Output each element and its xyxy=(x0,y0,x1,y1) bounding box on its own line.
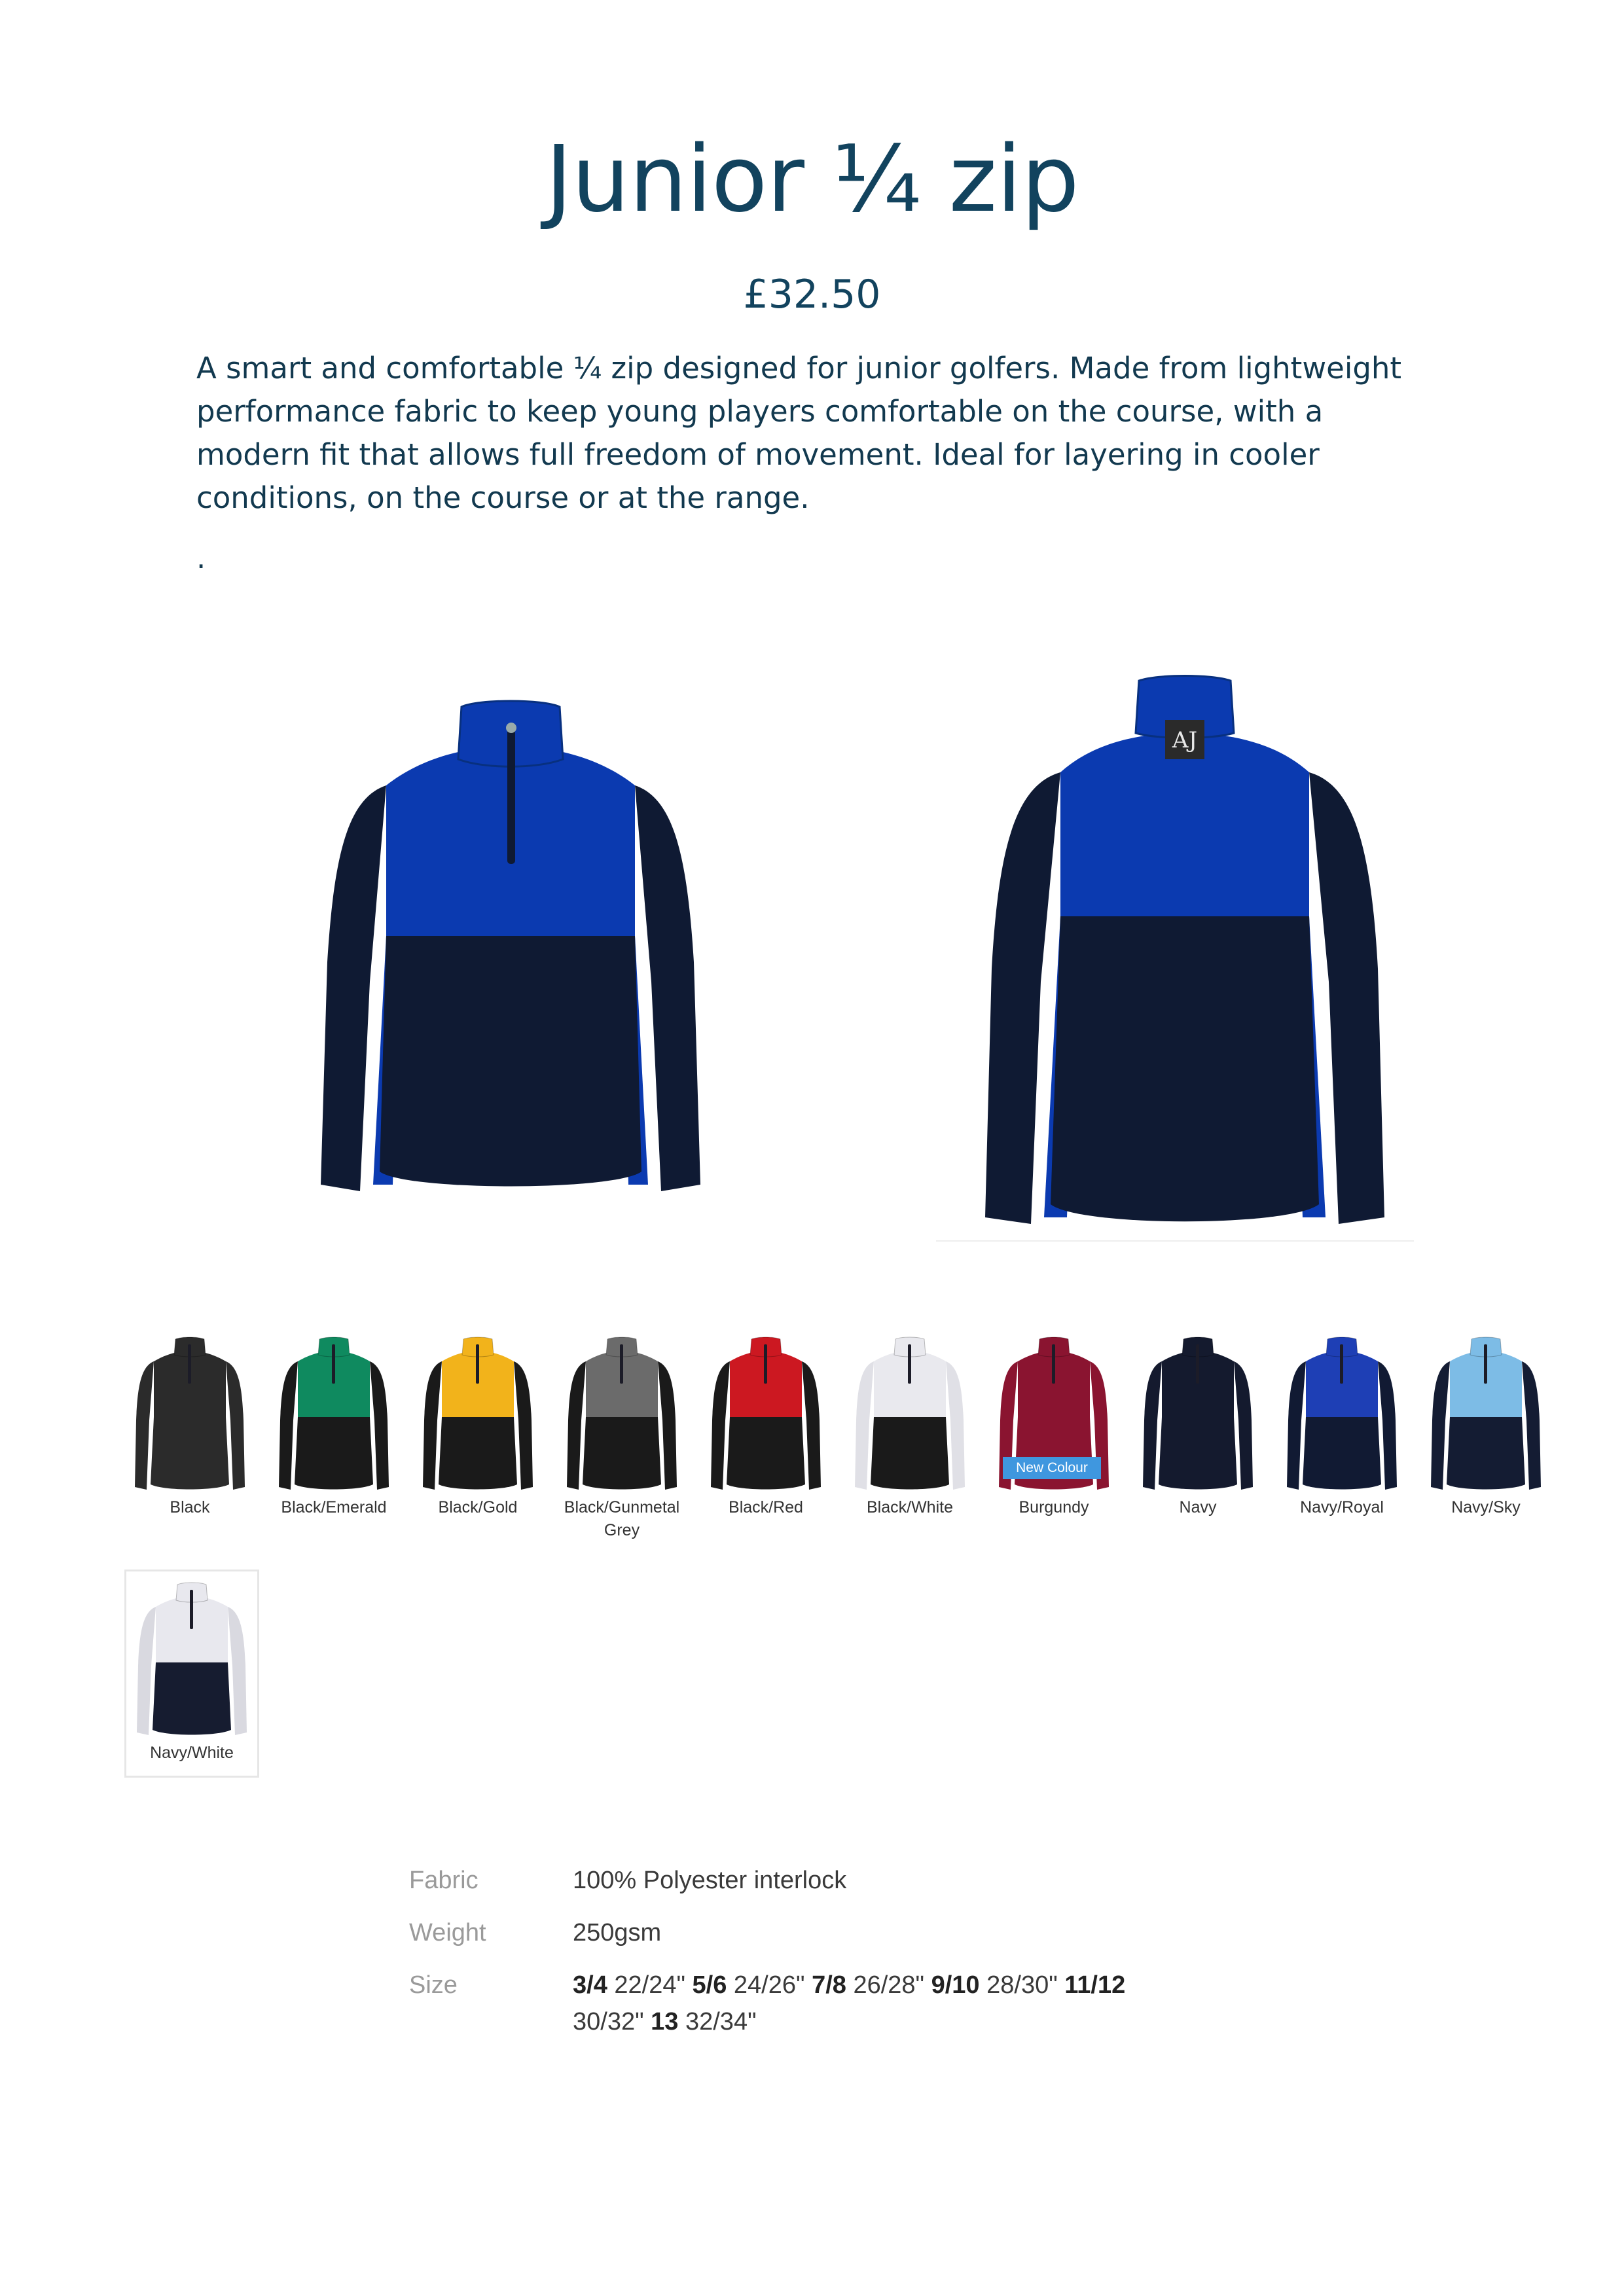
swatch-image xyxy=(988,1335,1119,1492)
size-code: 11/12 xyxy=(1064,1971,1126,1999)
size-label: Size xyxy=(409,1971,458,1999)
colour-swatch[interactable] xyxy=(556,1335,687,1542)
size-chest: 28/30" xyxy=(979,1971,1065,1999)
product-price: £32.50 xyxy=(743,272,881,317)
swatch-image xyxy=(556,1335,687,1492)
swatch-label: Navy/White xyxy=(150,1744,234,1762)
back-product-image xyxy=(962,674,1407,1244)
swatch-image xyxy=(124,1335,255,1492)
swatch-label: Navy/Royal xyxy=(1300,1498,1384,1516)
weight-value: 250gsm xyxy=(573,1919,662,1946)
product-title: Junior ¼ zip xyxy=(545,126,1079,233)
swatch-label: Black/Gold xyxy=(438,1498,518,1516)
fabric-value: 100% Polyester interlock xyxy=(573,1867,847,1894)
trailing-dot: . xyxy=(196,541,206,575)
size-chest: 30/32" xyxy=(573,2008,651,2036)
colour-swatch[interactable] xyxy=(988,1335,1119,1519)
size-chest: 24/26" xyxy=(727,1971,812,1999)
size-code: 3/4 xyxy=(573,1971,607,1999)
size-code: 5/6 xyxy=(692,1971,727,1999)
size-code: 7/8 xyxy=(812,1971,846,1999)
swatch-image xyxy=(1276,1335,1407,1492)
swatch-label: Black/Emerald xyxy=(281,1498,387,1516)
colour-swatch[interactable] xyxy=(412,1335,543,1519)
divider xyxy=(936,1240,1414,1242)
swatch-label: Navy xyxy=(1179,1498,1217,1516)
colour-swatch[interactable] xyxy=(124,1335,255,1519)
swatch-label: Black/Gunmetal Grey xyxy=(564,1498,680,1539)
swatch-label: Black xyxy=(170,1498,210,1516)
swatch-image xyxy=(700,1335,831,1492)
swatch-label: Burgundy xyxy=(1019,1498,1089,1516)
size-chest: 22/24" xyxy=(607,1971,693,1999)
new-colour-badge: New Colour xyxy=(1003,1457,1101,1479)
fabric-label: Fabric xyxy=(409,1867,478,1894)
selected-swatch-frame xyxy=(124,1570,259,1778)
swatch-image xyxy=(1132,1335,1263,1492)
size-chest: 32/34" xyxy=(678,2008,757,2036)
colour-swatch[interactable] xyxy=(700,1335,831,1519)
colour-swatch[interactable] xyxy=(1132,1335,1263,1519)
colour-swatch[interactable] xyxy=(1420,1335,1551,1519)
size-chest: 26/28" xyxy=(846,1971,931,1999)
front-product-image xyxy=(308,687,713,1204)
size-list xyxy=(573,1967,1201,2040)
swatch-image xyxy=(1420,1335,1551,1492)
swatch-image xyxy=(844,1335,975,1492)
size-code: 13 xyxy=(651,2008,679,2036)
colour-swatch[interactable] xyxy=(844,1335,975,1519)
colour-swatch[interactable] xyxy=(1276,1335,1407,1519)
swatch-label: Black/White xyxy=(867,1498,953,1516)
weight-label: Weight xyxy=(409,1919,486,1946)
swatch-image xyxy=(268,1335,399,1492)
svg-text:AJ: AJ xyxy=(1172,727,1198,753)
colour-swatch[interactable] xyxy=(268,1335,399,1519)
swatch-image xyxy=(412,1335,543,1492)
swatch-label: Navy/Sky xyxy=(1451,1498,1521,1516)
size-code: 9/10 xyxy=(931,1971,980,1999)
product-description: A smart and comfortable ¼ zip designed for junior golfers. Made from lightweight performance fabric to keep young players comfortable on the course, with a modern fit that allows full freedom of movement. Ideal for layering in cooler conditions, on the course or at the range. xyxy=(196,351,1402,515)
swatch-label: Black/Red xyxy=(729,1498,803,1516)
